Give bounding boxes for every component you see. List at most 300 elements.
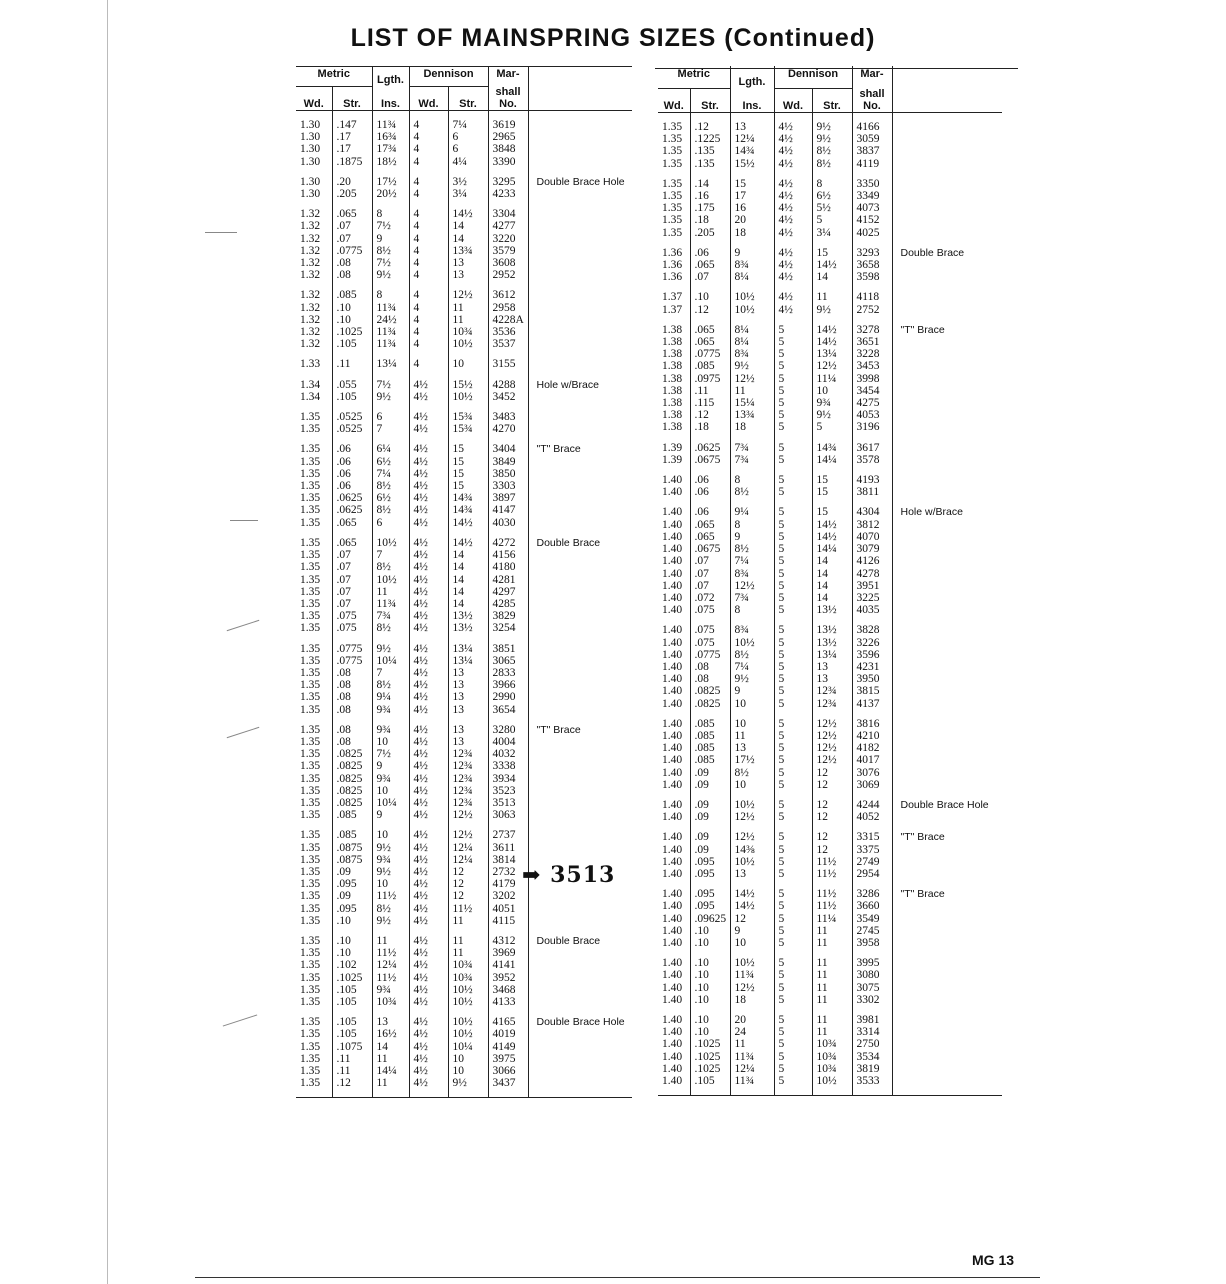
remark-cell [892, 673, 1002, 685]
marshall-no-cell: 4165 [488, 1016, 528, 1028]
marshall-no-cell: 2952 [488, 269, 528, 281]
dennison-wd-cell: 5 [774, 385, 812, 397]
punch-hole-mark [230, 520, 258, 521]
metric-str-cell: .0675 [690, 454, 730, 466]
dennison-str-cell: 12 [448, 866, 488, 878]
dennison-str-cell: 12½ [812, 718, 852, 730]
metric-str-cell: .17 [332, 143, 372, 155]
marshall-no-cell: 4272 [488, 537, 528, 549]
metric-str-cell: .12 [690, 121, 730, 133]
page-title: LIST OF MAINSPRING SIZES (Continued) [350, 24, 876, 52]
metric-wd-cell: 1.35 [300, 691, 321, 704]
marshall-no-cell: 3815 [852, 685, 892, 697]
length-cell: 12¼ [730, 133, 774, 145]
table-row [296, 574, 632, 586]
length-cell: 18½ [372, 156, 409, 168]
dennison-wd-cell: 5 [774, 969, 812, 981]
table-row [296, 537, 632, 549]
dennison-wd-cell: 5 [774, 531, 812, 543]
metric-str-cell: .09625 [690, 913, 730, 925]
length-cell: 7¼ [730, 555, 774, 567]
length-cell: 10½ [372, 537, 409, 549]
dennison-wd-cell: 4½ [774, 304, 812, 316]
metric-str-cell: .085 [690, 360, 730, 372]
dennison-str-cell: 15½ [448, 379, 488, 391]
metric-str-cell: .08 [332, 667, 372, 679]
remark-cell [528, 622, 632, 634]
dennison-wd-cell: 4½ [409, 903, 448, 915]
dennison-str-cell: 8½ [812, 145, 852, 157]
length-cell: 8½ [730, 543, 774, 555]
length-cell: 10½ [372, 574, 409, 586]
metric-wd-cell: 1.40 [662, 900, 683, 913]
remark-cell [892, 202, 1002, 214]
metric-wd-cell: 1.40 [662, 912, 683, 925]
dennison-wd-cell: 4½ [409, 1065, 448, 1077]
metric-wd-cell: 1.38 [662, 336, 683, 349]
marshall-header-1: Mar- [488, 66, 528, 86]
length-cell: 12¼ [730, 1063, 774, 1075]
metric-str-cell: .105 [332, 338, 372, 350]
marshall-no-cell: 3065 [488, 655, 528, 667]
length-cell: 8¼ [730, 271, 774, 283]
metric-str-cell: .07 [690, 568, 730, 580]
table-row [658, 454, 1002, 466]
metric-str-cell: .085 [332, 289, 372, 301]
dennison-wd-cell: 4 [409, 208, 448, 220]
table-row [658, 969, 1002, 981]
dennison-wd-cell: 4½ [774, 259, 812, 271]
length-cell: 7¾ [730, 454, 774, 466]
metric-wd-cell: 1.40 [662, 673, 683, 686]
dennison-str-cell: 11½ [812, 868, 852, 880]
metric-wd-cell: 1.30 [300, 188, 321, 201]
binding-margin-line [107, 0, 108, 1284]
remark-cell [528, 679, 632, 691]
dennison-wd-header: Wd. [409, 86, 448, 111]
group-spacer [658, 823, 1002, 831]
length-cell: 8½ [372, 903, 409, 915]
dennison-str-cell: 12 [812, 767, 852, 779]
dennison-str-cell: 12 [812, 799, 852, 811]
table-row [658, 158, 1002, 170]
table-end [296, 1089, 632, 1098]
dennison-str-cell: 15 [812, 474, 852, 486]
dennison-str-cell: 10½ [448, 984, 488, 996]
table-row [296, 492, 632, 504]
marshall-no-cell: 3934 [488, 773, 528, 785]
remark-cell: "T" Brace [536, 443, 581, 456]
group-spacer [296, 200, 632, 208]
table-row [658, 811, 1002, 823]
metric-str-cell: .0825 [690, 698, 730, 710]
remark-cell [892, 421, 1002, 433]
metric-wd-cell: 1.35 [300, 610, 321, 623]
marshall-no-cell: 4032 [488, 748, 528, 760]
table-row [658, 373, 1002, 385]
remark-cell [892, 291, 1002, 303]
remark-cell [892, 360, 1002, 372]
remark-cell [892, 767, 1002, 779]
dennison-str-cell: 4¼ [448, 156, 488, 168]
left-mainspring-table [296, 66, 632, 1098]
dennison-str-cell: 15 [448, 443, 488, 455]
table-row [296, 829, 632, 841]
marshall-no-cell: 3196 [852, 421, 892, 433]
table-row [296, 610, 632, 622]
metric-str-cell: .06 [690, 247, 730, 259]
table-row [296, 972, 632, 984]
metric-wd-cell: 1.40 [662, 798, 683, 811]
dennison-str-cell: 5 [812, 214, 852, 226]
dennison-str-cell: 6 [448, 131, 488, 143]
dennison-str-cell: 13½ [812, 637, 852, 649]
dennison-wd-cell: 4½ [409, 935, 448, 947]
table-row [658, 247, 1002, 259]
length-cell: 8¾ [730, 259, 774, 271]
metric-str-cell: .10 [332, 935, 372, 947]
dennison-str-header: Str. [448, 86, 488, 111]
metric-wd-cell: 1.40 [662, 604, 683, 617]
table-end [658, 1087, 1002, 1096]
dennison-str-cell: 11 [812, 1014, 852, 1026]
marshall-no-cell: 3651 [852, 336, 892, 348]
dennison-wd-cell: 4½ [774, 202, 812, 214]
remark-cell [528, 643, 632, 655]
dennison-wd-cell: 5 [774, 1026, 812, 1038]
metric-wd-cell: 1.35 [300, 890, 321, 903]
metric-str-cell: .147 [332, 119, 372, 131]
marshall-no-cell: 3952 [488, 972, 528, 984]
length-cell: 9½ [372, 643, 409, 655]
dennison-wd-cell: 4½ [409, 586, 448, 598]
remark-cell: Double Brace [536, 934, 601, 947]
marshall-no-cell: 3453 [852, 360, 892, 372]
dennison-wd-cell: 5 [774, 698, 812, 710]
dennison-str-cell: 11 [448, 947, 488, 959]
metric-wd-cell: 1.36 [662, 259, 683, 272]
dennison-wd-cell: 5 [774, 685, 812, 697]
metric-wd-cell: 1.37 [662, 303, 683, 316]
metric-wd-cell: 1.35 [300, 455, 321, 468]
metric-wd-cell: 1.35 [300, 996, 321, 1008]
dennison-str-cell: 10 [812, 385, 852, 397]
remark-cell [528, 549, 632, 561]
length-cell: 11¾ [372, 598, 409, 610]
metric-str-cell: .0825 [690, 685, 730, 697]
dennison-str-cell: 12½ [812, 360, 852, 372]
group-spacer [296, 435, 632, 443]
dennison-str-cell: 11 [812, 982, 852, 994]
metric-wd-cell: 1.35 [300, 492, 321, 505]
marshall-no-cell: 4166 [852, 121, 892, 133]
metric-str-cell: .10 [690, 1026, 730, 1038]
marshall-no-cell: 3578 [852, 454, 892, 466]
remark-cell [528, 302, 632, 314]
length-cell: 13¼ [372, 358, 409, 370]
marshall-no-cell: 2745 [852, 925, 892, 937]
dennison-str-cell: 10½ [448, 1016, 488, 1028]
remark-cell [892, 214, 1002, 226]
table-row [658, 767, 1002, 779]
table-row [296, 1041, 632, 1053]
metric-wd-cell: 1.32 [300, 220, 321, 233]
metric-wd-cell: 1.40 [662, 506, 683, 519]
metric-str-cell: .11 [332, 1065, 372, 1077]
table-row [658, 506, 1002, 518]
marshall-no-cell: 4180 [488, 561, 528, 573]
metric-wd-cell: 1.37 [662, 291, 683, 304]
remark-cell [528, 829, 632, 841]
metric-str-cell: .07 [332, 574, 372, 586]
length-cell: 13 [372, 1016, 409, 1028]
remark-cell [528, 704, 632, 716]
remark-cell [892, 937, 1002, 949]
metric-wd-cell: 1.40 [662, 685, 683, 698]
table-row [658, 1014, 1002, 1026]
metric-str-cell: .08 [332, 269, 372, 281]
remark-cell [892, 718, 1002, 730]
metric-str-cell: .095 [690, 888, 730, 900]
dennison-wd-cell: 4½ [409, 878, 448, 890]
remark-cell: "T" Brace [900, 323, 945, 336]
remark-cell [892, 121, 1002, 133]
metric-str-cell: .065 [332, 537, 372, 549]
marshall-no-cell: 3304 [488, 208, 528, 220]
remark-cell [528, 456, 632, 468]
metric-str-cell: .07 [332, 233, 372, 245]
remark-cell [528, 667, 632, 679]
remark-cell [528, 257, 632, 269]
dennison-str-cell: 10¾ [448, 326, 488, 338]
group-spacer [658, 498, 1002, 506]
dennison-str-cell: 3¼ [812, 227, 852, 239]
dennison-wd-cell: 4½ [409, 736, 448, 748]
metric-wd-cell: 1.35 [662, 157, 683, 170]
marshall-no-cell: 4030 [488, 517, 528, 529]
remark-cell [892, 259, 1002, 271]
marshall-no-cell: 3513 [488, 797, 528, 809]
table-row [658, 145, 1002, 157]
marshall-no-cell: 3220 [488, 233, 528, 245]
remark-cell [528, 736, 632, 748]
marshall-no-cell: 3981 [852, 1014, 892, 1026]
metric-wd-cell: 1.35 [300, 760, 321, 773]
marshall-no-cell: 4073 [852, 202, 892, 214]
table-row [296, 188, 632, 200]
remark-cell [528, 1077, 632, 1089]
metric-str-cell: .095 [332, 878, 372, 890]
remark-cell [892, 336, 1002, 348]
marshall-no-cell: 3375 [852, 844, 892, 856]
marshall-no-cell: 3851 [488, 643, 528, 655]
length-cell: 11 [372, 586, 409, 598]
metric-wd-cell: 1.36 [662, 271, 683, 284]
marshall-no-cell: 2833 [488, 667, 528, 679]
metric-str-cell: .0825 [332, 797, 372, 809]
table-row [296, 143, 632, 155]
group-spacer [658, 434, 1002, 442]
metric-wd-cell: 1.40 [662, 766, 683, 779]
table-row [296, 959, 632, 971]
metric-wd-cell: 1.35 [300, 1052, 321, 1065]
table-row [296, 842, 632, 854]
metric-str-cell: .105 [332, 1028, 372, 1040]
dennison-wd-cell: 5 [774, 543, 812, 555]
remark-cell [528, 598, 632, 610]
metric-str-cell: .0775 [690, 348, 730, 360]
marshall-no-cell: 3619 [488, 119, 528, 131]
metric-str-cell: .07 [332, 598, 372, 610]
dennison-str-cell: 14½ [812, 336, 852, 348]
metric-str-cell: .09 [690, 799, 730, 811]
dennison-str-cell: 12½ [812, 730, 852, 742]
dennison-wd-cell: 4½ [409, 947, 448, 959]
metric-wd-cell: 1.35 [300, 735, 321, 748]
dennison-wd-cell: 4½ [409, 561, 448, 573]
length-cell: 10½ [730, 799, 774, 811]
dennison-wd-cell: 4½ [409, 423, 448, 435]
metric-str-cell: .072 [690, 592, 730, 604]
remark-cell: "T" Brace [536, 723, 581, 736]
group-spacer [296, 927, 632, 935]
length-cell: 6 [372, 517, 409, 529]
marshall-no-cell: 4119 [852, 158, 892, 170]
dennison-str-cell: 13 [812, 673, 852, 685]
dennison-wd-cell: 4½ [774, 121, 812, 133]
marshall-no-cell: 3226 [852, 637, 892, 649]
dennison-wd-cell: 4 [409, 220, 448, 232]
dennison-wd-cell: 5 [774, 454, 812, 466]
marshall-no-cell: 3293 [852, 247, 892, 259]
metric-str-cell: .0775 [332, 655, 372, 667]
dennison-wd-cell: 5 [774, 957, 812, 969]
dennison-wd-cell: 5 [774, 442, 812, 454]
dennison-wd-cell: 5 [774, 1038, 812, 1050]
table-row [658, 555, 1002, 567]
metric-wd-cell: 1.40 [662, 543, 683, 556]
length-cell: 7¼ [372, 468, 409, 480]
metric-str-cell: .1075 [332, 1041, 372, 1053]
metric-str-cell: .095 [690, 868, 730, 880]
dennison-str-cell: 14¾ [448, 492, 488, 504]
dennison-str-cell: 13½ [812, 624, 852, 636]
metric-wd-cell: 1.35 [300, 411, 321, 424]
length-header-bottom: Ins. [730, 88, 774, 113]
remark-cell [892, 1063, 1002, 1075]
metric-str-cell: .075 [332, 610, 372, 622]
metric-str-cell: .085 [690, 718, 730, 730]
table-row [296, 549, 632, 561]
marshall-no-cell: 2737 [488, 829, 528, 841]
table-row [658, 698, 1002, 710]
table-row [658, 324, 1002, 336]
marshall-no-cell: 3837 [852, 145, 892, 157]
table-row [296, 269, 632, 281]
remark-cell [528, 119, 632, 131]
remark-cell [528, 842, 632, 854]
marshall-no-cell: 4304 [852, 506, 892, 518]
dennison-str-cell: 10½ [448, 1028, 488, 1040]
length-cell: 11 [730, 730, 774, 742]
metric-str-cell: .0775 [690, 649, 730, 661]
dennison-wd-cell: 4½ [409, 691, 448, 703]
marshall-no-cell: 3848 [488, 143, 528, 155]
length-cell: 12 [730, 913, 774, 925]
dennison-str-cell: 15 [812, 506, 852, 518]
remark-cell [528, 748, 632, 760]
remark-cell: Double Brace Hole [536, 1016, 625, 1029]
length-cell: 15 [730, 178, 774, 190]
metric-str-cell: .0825 [332, 785, 372, 797]
length-cell: 11 [372, 1053, 409, 1065]
length-cell: 10¼ [372, 797, 409, 809]
marshall-no-cell: 4179 [488, 878, 528, 890]
metric-str-cell: .0825 [332, 773, 372, 785]
dennison-wd-cell: 5 [774, 624, 812, 636]
dennison-str-cell: 10½ [812, 1075, 852, 1087]
marshall-header-2: shall [495, 86, 521, 98]
marshall-no-cell: 2990 [488, 691, 528, 703]
metric-str-cell: .11 [332, 358, 372, 370]
metric-wd-cell: 1.35 [300, 622, 321, 635]
remark-cell [528, 809, 632, 821]
table-row [296, 176, 632, 188]
dennison-str-cell: 13¼ [812, 348, 852, 360]
dennison-wd-cell: 5 [774, 324, 812, 336]
metric-str-cell: .10 [690, 1014, 730, 1026]
remark-cell [892, 1026, 1002, 1038]
dennison-str-cell: 10½ [448, 391, 488, 403]
table-row [296, 456, 632, 468]
metric-wd-cell: 1.35 [300, 480, 321, 493]
table-row [296, 903, 632, 915]
metric-wd-cell: 1.40 [662, 624, 683, 637]
metric-wd-cell: 1.40 [662, 981, 683, 994]
marshall-no-cell: 4277 [488, 220, 528, 232]
metric-str-cell: .085 [690, 730, 730, 742]
dennison-str-cell: 11½ [812, 856, 852, 868]
metric-str-cell: .12 [690, 409, 730, 421]
metric-wd-cell: 1.35 [300, 423, 321, 436]
dennison-str-cell: 11 [812, 969, 852, 981]
marshall-no-cell: 4004 [488, 736, 528, 748]
metric-wd-cell: 1.40 [662, 888, 683, 901]
dennison-str-cell: 13½ [448, 622, 488, 634]
remark-cell [528, 156, 632, 168]
marshall-no-cell: 3598 [852, 271, 892, 283]
table-row [296, 119, 632, 131]
table-row [296, 915, 632, 927]
dennison-wd-cell: 4½ [774, 190, 812, 202]
marshall-no-cell: 4297 [488, 586, 528, 598]
dennison-wd-cell: 4½ [409, 959, 448, 971]
remark-cell: "T" Brace [900, 888, 945, 901]
dennison-header: Dennison [409, 66, 488, 86]
remark-cell: Double Brace Hole [900, 798, 989, 811]
length-cell: 20½ [372, 188, 409, 200]
dennison-str-cell: 6½ [812, 190, 852, 202]
remark-cell [528, 423, 632, 435]
table-row [296, 220, 632, 232]
dennison-wd-cell: 4½ [409, 1028, 448, 1040]
metric-wd-cell: 1.35 [300, 853, 321, 866]
metric-str-cell: .09 [332, 866, 372, 878]
metric-str-cell: .085 [690, 742, 730, 754]
marshall-no-cell: 4115 [488, 915, 528, 927]
dennison-wd-cell: 4½ [409, 915, 448, 927]
dennison-wd-cell: 4½ [409, 724, 448, 736]
